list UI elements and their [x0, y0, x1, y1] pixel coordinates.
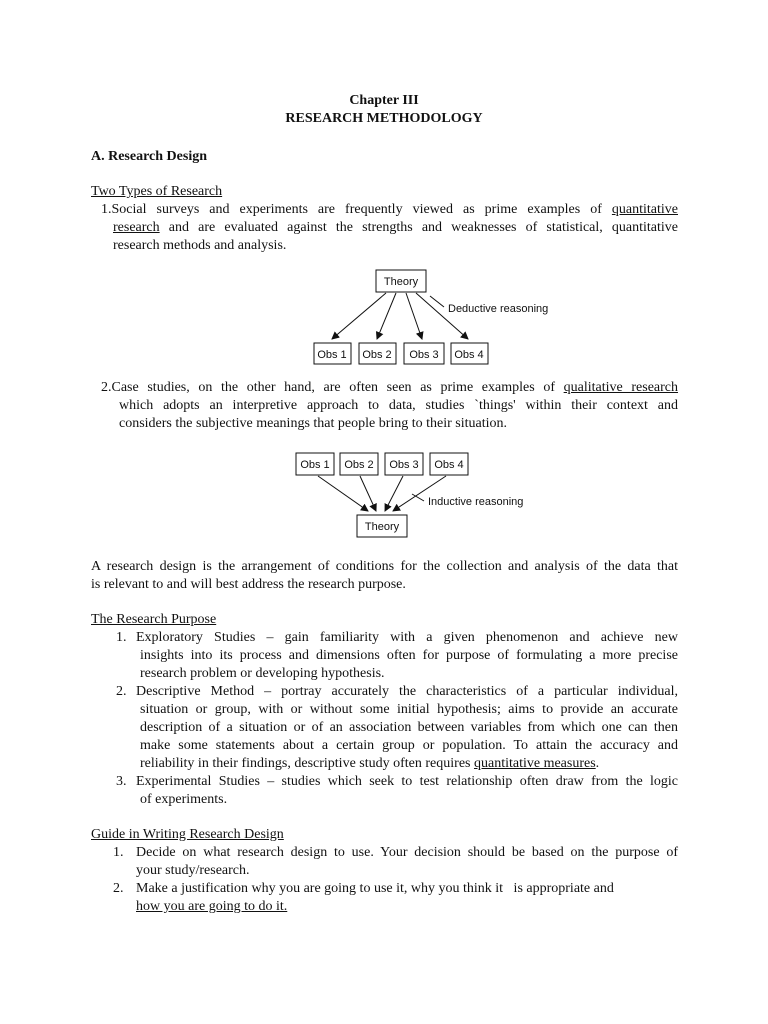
obs-label: Obs 2: [362, 349, 392, 361]
obs-label: Obs 2: [344, 459, 374, 471]
arrow: [318, 476, 368, 511]
item2-line3: considers the subjective meanings that people bring to their situation.: [119, 416, 508, 431]
theory-label: Theory: [383, 276, 419, 288]
obs-label: Obs 4: [454, 349, 484, 361]
guide-item1-line2: your study/research.: [136, 863, 250, 878]
arrow: [332, 293, 386, 339]
inductive-diagram: [290, 448, 540, 540]
obs-label: Obs 3: [409, 349, 439, 361]
purpose-item2-line1: Descriptive Method – portray accurately the characteristics of a particular individual,: [136, 684, 678, 699]
item2-line2: which adopts an interpretive approach to data, studies `things' within their context and: [119, 398, 678, 413]
deductive-label: Deductive reasoning: [448, 303, 549, 315]
obs-label: Obs 4: [434, 459, 464, 471]
item2-line1-text: 2.Case studies, on the other hand, are often seen as prime examples of: [101, 380, 555, 395]
purpose-item-number: 3.: [116, 774, 127, 789]
item1-line2: [113, 219, 678, 237]
purpose-item2-line5: [140, 755, 599, 772]
chapter-title: RESEARCH METHODOLOGY: [285, 111, 483, 126]
purpose-item1-line2: insights into its process and dimensions often for purpose of formulating a more precise: [140, 648, 678, 663]
guide-item2-line2: how you are going to do it.: [136, 899, 288, 914]
purpose-item2-line2: situation or group, with or without some initial hypothesis; aims to provide an accurate: [140, 702, 678, 717]
theory-label: Theory: [364, 521, 400, 533]
research-link: research: [113, 220, 160, 235]
purpose-item1-line3: research problem or developing hypothesis.: [140, 666, 385, 681]
purpose-item1-line1: Exploratory Studies – gain familiarity with a given phenomenon and achieve new: [136, 630, 678, 645]
qualitative-research-link: qualitative research: [563, 380, 679, 395]
design-para-line2: is relevant to and will best address the research purpose.: [91, 577, 406, 592]
obs-label: Obs 3: [389, 459, 419, 471]
arrow: [377, 293, 396, 339]
guide-item2-line1: Make a justification why you are going to use it, why you think it is appropriate and: [136, 881, 614, 896]
arrow: [416, 293, 468, 339]
purpose-item3-line2: of experiments.: [140, 792, 228, 807]
design-para-line1: A research design is the arrangement of conditions for the collection and analysis of the data that: [91, 559, 678, 574]
obs-label: Obs 1: [300, 459, 330, 471]
label-leader-line: [430, 296, 444, 307]
arrow: [360, 476, 376, 511]
purpose-heading: The Research Purpose: [91, 612, 217, 627]
item1-line2-text: and are evaluated against the strengths and weaknesses of statistical, quantitative: [168, 220, 679, 235]
two-types-heading: Two Types of Research: [91, 184, 223, 199]
purpose-item2-line3: description of a situation or of an association between variables from which one can then: [140, 720, 678, 735]
item1-line3: research methods and analysis.: [113, 238, 287, 253]
inductive-label: Inductive reasoning: [428, 496, 524, 508]
guide-heading: Guide in Writing Research Design: [91, 827, 284, 842]
item2-line1: [101, 379, 678, 397]
purpose-item3-line1: Experimental Studies – studies which seek to test relationship often draw from the logic: [136, 774, 678, 789]
item1-line1-text: 1.Social surveys and experiments are frequently viewed as prime examples of: [101, 202, 602, 217]
quantitative-link: quantitative: [611, 202, 678, 217]
item1-line1: [101, 201, 678, 219]
period: .: [595, 756, 600, 771]
obs-label: Obs 1: [317, 349, 347, 361]
section-heading-research-design: A. Research Design: [91, 149, 208, 164]
arrow: [406, 293, 422, 339]
guide-item1-line1: Decide on what research design to use. Your decision should be based on the purpose of: [136, 845, 678, 860]
deductive-diagram: [300, 262, 570, 368]
purpose-item2-line5-text: reliability in their findings, descriptive study often requires: [140, 756, 471, 771]
purpose-item-number: 2.: [116, 684, 127, 699]
guide-item-number: 1.: [113, 845, 124, 860]
purpose-item-number: 1.: [116, 630, 127, 645]
purpose-item2-line4: make some statements about a certain group or population. To attain the accuracy and: [140, 738, 678, 753]
quantitative-measures-link: quantitative measures: [473, 756, 596, 771]
guide-item-number: 2.: [113, 881, 124, 896]
chapter-label: Chapter III: [349, 93, 419, 108]
